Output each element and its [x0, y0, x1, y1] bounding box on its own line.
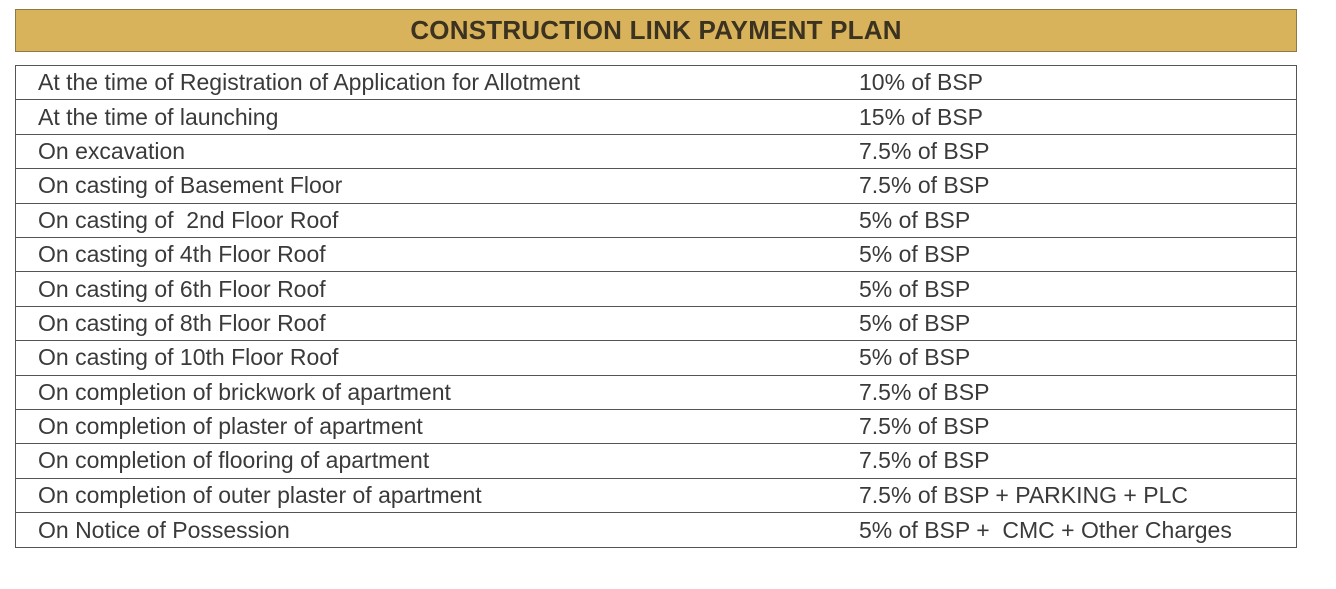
stage-cell: On Notice of Possession: [38, 516, 290, 543]
table-row: [16, 307, 1296, 341]
amount-cell: 5% of BSP: [859, 309, 971, 336]
amount-cell: 5% of BSP + CMC + Other Charges: [859, 516, 1232, 543]
table-row: [16, 341, 1296, 375]
stage-cell: On casting of 6th Floor Roof: [38, 275, 326, 302]
stage-cell: On completion of outer plaster of apartment: [38, 481, 482, 508]
stage-cell: On casting of 10th Floor Roof: [38, 344, 339, 371]
table-row: [16, 66, 1296, 100]
table-row: [16, 479, 1296, 513]
stage-cell: On completion of flooring of apartment: [38, 447, 430, 474]
stage-cell: At the time of launching: [38, 103, 279, 130]
amount-cell: 5% of BSP: [859, 241, 971, 268]
stage-cell: On completion of plaster of apartment: [38, 413, 423, 440]
amount-cell: 7.5% of BSP: [859, 137, 990, 164]
stage-cell: On casting of 2nd Floor Roof: [38, 206, 339, 233]
table-row: [16, 100, 1296, 134]
stage-cell: On completion of brickwork of apartment: [38, 378, 451, 405]
table-row: [16, 513, 1296, 547]
amount-cell: 7.5% of BSP: [859, 447, 990, 474]
amount-cell: 7.5% of BSP: [859, 172, 990, 199]
stage-cell: On casting of 8th Floor Roof: [38, 309, 326, 336]
table-row: [16, 272, 1296, 306]
table-row: [16, 444, 1296, 478]
table-row: [16, 238, 1296, 272]
table-row: [16, 169, 1296, 203]
stage-cell: On casting of Basement Floor: [38, 172, 343, 199]
amount-cell: 5% of BSP: [859, 344, 971, 371]
amount-cell: 7.5% of BSP: [859, 378, 990, 405]
stage-cell: On excavation: [38, 137, 186, 164]
table-row: [16, 204, 1296, 238]
amount-cell: 5% of BSP: [859, 275, 971, 302]
amount-cell: 7.5% of BSP + PARKING + PLC: [859, 481, 1188, 508]
table-row: [16, 410, 1296, 444]
table-row: [16, 376, 1296, 410]
table-row: [16, 135, 1296, 169]
amount-cell: 5% of BSP: [859, 206, 971, 233]
stage-cell: On casting of 4th Floor Roof: [38, 241, 326, 268]
stage-cell: At the time of Registration of Application for Allotment: [38, 69, 581, 96]
amount-cell: 15% of BSP: [859, 103, 984, 130]
payment-plan-table: [15, 65, 1297, 548]
payment-plan-title: CONSTRUCTION LINK PAYMENT PLAN: [15, 9, 1297, 52]
amount-cell: 7.5% of BSP: [859, 413, 990, 440]
amount-cell: 10% of BSP: [859, 69, 984, 96]
